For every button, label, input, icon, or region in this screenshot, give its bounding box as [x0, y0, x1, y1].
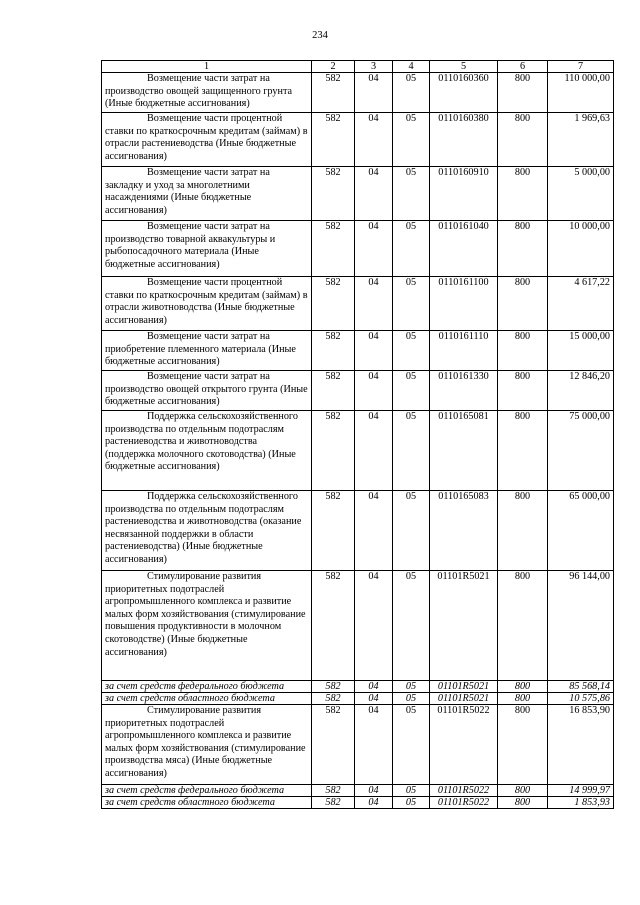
cell-name: Стимулирование развития приоритетных подотраслей агропромышленного комплекса и развитие малых форм хозяйствования (стимулирование производства мяса) (Иные бюджетные ассигнования) [102, 705, 312, 785]
cell-csr: 01101R5021 [430, 693, 498, 705]
table-row [102, 331, 614, 371]
cell-pr: 05 [393, 693, 430, 705]
cell-name: Возмещение части затрат на приобретение племенного материала (Иные бюджетные ассигнования) [102, 331, 312, 371]
cell-sum: 4 617,22 [548, 277, 614, 331]
cell-gr: 582 [312, 73, 355, 113]
cell-sum: 1 969,63 [548, 113, 614, 167]
cell-rz: 04 [355, 167, 393, 221]
table-header-row [102, 61, 614, 73]
cell-vr: 800 [498, 491, 548, 571]
cell-rz: 04 [355, 705, 393, 785]
cell-pr: 05 [393, 571, 430, 681]
column-header: 2 [312, 61, 355, 73]
cell-gr: 582 [312, 331, 355, 371]
table-row [102, 491, 614, 571]
cell-rz: 04 [355, 693, 393, 705]
cell-name: Возмещение части затрат на производство товарной аквакультуры и рыбопосадочного материала (Иные бюджетные ассигнования) [102, 221, 312, 277]
table-row [102, 411, 614, 491]
column-header: 7 [548, 61, 614, 73]
cell-name: Возмещение части затрат на закладку и уход за многолетними насаждениями (Иные бюджетные ассигнования) [102, 167, 312, 221]
cell-sum: 1 853,93 [548, 797, 614, 809]
cell-sum: 75 000,00 [548, 411, 614, 491]
cell-csr: 0110160360 [430, 73, 498, 113]
column-header: 5 [430, 61, 498, 73]
cell-csr: 01101R5021 [430, 571, 498, 681]
cell-rz: 04 [355, 73, 393, 113]
cell-rz: 04 [355, 797, 393, 809]
cell-sum: 5 000,00 [548, 167, 614, 221]
cell-csr: 0110160380 [430, 113, 498, 167]
cell-name: Возмещение части затрат на производство овощей защищенного грунта (Иные бюджетные ассигнования) [102, 73, 312, 113]
cell-pr: 05 [393, 785, 430, 797]
cell-vr: 800 [498, 693, 548, 705]
table-row [102, 371, 614, 411]
table-row [102, 221, 614, 277]
cell-sum: 65 000,00 [548, 491, 614, 571]
cell-gr: 582 [312, 167, 355, 221]
cell-rz: 04 [355, 277, 393, 331]
cell-sum: 12 846,20 [548, 371, 614, 411]
cell-rz: 04 [355, 331, 393, 371]
cell-csr: 0110161330 [430, 371, 498, 411]
cell-sum: 85 568,14 [548, 681, 614, 693]
cell-pr: 05 [393, 411, 430, 491]
cell-name: Возмещение части затрат на производство овощей открытого грунта (Иные бюджетные ассигнования) [102, 371, 312, 411]
cell-name: Возмещение части процентной ставки по краткосрочным кредитам (займам) в отрасли растениеводства (Иные бюджетные ассигнования) [102, 113, 312, 167]
cell-sum: 10 000,00 [548, 221, 614, 277]
table-row [102, 167, 614, 221]
page-number: 234 [312, 30, 328, 41]
cell-vr: 800 [498, 705, 548, 785]
column-header: 6 [498, 61, 548, 73]
cell-vr: 800 [498, 331, 548, 371]
table-row [102, 113, 614, 167]
table-body [102, 73, 614, 809]
cell-vr: 800 [498, 785, 548, 797]
cell-vr: 800 [498, 411, 548, 491]
cell-csr: 0110165081 [430, 411, 498, 491]
table-row [102, 277, 614, 331]
cell-gr: 582 [312, 571, 355, 681]
cell-sum: 16 853,90 [548, 705, 614, 785]
cell-pr: 05 [393, 681, 430, 693]
column-header: 4 [393, 61, 430, 73]
cell-rz: 04 [355, 571, 393, 681]
cell-pr: 05 [393, 167, 430, 221]
table-row [102, 73, 614, 113]
cell-rz: 04 [355, 411, 393, 491]
cell-vr: 800 [498, 571, 548, 681]
cell-vr: 800 [498, 221, 548, 277]
cell-sum: 15 000,00 [548, 331, 614, 371]
cell-pr: 05 [393, 221, 430, 277]
cell-gr: 582 [312, 113, 355, 167]
cell-vr: 800 [498, 277, 548, 331]
cell-name: Стимулирование развития приоритетных подотраслей агропромышленного комплекса и развитие малых форм хозяйствования (стимулирование повышения продуктивности в молочном скотоводстве) (Иные бюджетные ассигнования) [102, 571, 312, 681]
cell-gr: 582 [312, 785, 355, 797]
column-header: 3 [355, 61, 393, 73]
cell-name: за счет средств федерального бюджета [102, 785, 312, 797]
cell-gr: 582 [312, 277, 355, 331]
cell-rz: 04 [355, 491, 393, 571]
cell-name: Поддержка сельскохозяйственного производства по отдельным подотраслям растениеводства и животноводства (поддержка молочного скотоводства) (Иные бюджетные ассигнования) [102, 411, 312, 491]
table-subrow [102, 693, 614, 705]
cell-rz: 04 [355, 221, 393, 277]
cell-csr: 0110161110 [430, 331, 498, 371]
cell-pr: 05 [393, 113, 430, 167]
table-row [102, 705, 614, 785]
cell-gr: 582 [312, 491, 355, 571]
cell-rz: 04 [355, 113, 393, 167]
budget-table [101, 60, 614, 809]
column-header: 1 [102, 61, 312, 73]
cell-name: Поддержка сельскохозяйственного производства по отдельным подотраслям растениеводства и животноводства (оказание несвязанной поддержки в области растениеводства) (Иные бюджетные ассигнования) [102, 491, 312, 571]
cell-sum: 10 575,86 [548, 693, 614, 705]
cell-pr: 05 [393, 797, 430, 809]
cell-name: за счет средств федерального бюджета [102, 681, 312, 693]
cell-csr: 0110160910 [430, 167, 498, 221]
cell-name: Возмещение части процентной ставки по краткосрочным кредитам (займам) в отрасли животноводства (Иные бюджетные ассигнования) [102, 277, 312, 331]
cell-pr: 05 [393, 705, 430, 785]
cell-csr: 0110161040 [430, 221, 498, 277]
cell-csr: 01101R5022 [430, 705, 498, 785]
cell-gr: 582 [312, 705, 355, 785]
cell-csr: 01101R5022 [430, 785, 498, 797]
cell-vr: 800 [498, 113, 548, 167]
cell-pr: 05 [393, 277, 430, 331]
cell-gr: 582 [312, 681, 355, 693]
cell-rz: 04 [355, 681, 393, 693]
cell-vr: 800 [498, 681, 548, 693]
cell-sum: 14 999,97 [548, 785, 614, 797]
cell-sum: 96 144,00 [548, 571, 614, 681]
cell-gr: 582 [312, 693, 355, 705]
cell-vr: 800 [498, 797, 548, 809]
table-subrow [102, 785, 614, 797]
cell-vr: 800 [498, 167, 548, 221]
cell-csr: 0110161100 [430, 277, 498, 331]
cell-pr: 05 [393, 491, 430, 571]
cell-gr: 582 [312, 411, 355, 491]
cell-vr: 800 [498, 371, 548, 411]
cell-sum: 110 000,00 [548, 73, 614, 113]
cell-csr: 01101R5021 [430, 681, 498, 693]
cell-csr: 0110165083 [430, 491, 498, 571]
table-subrow [102, 797, 614, 809]
cell-rz: 04 [355, 785, 393, 797]
table-row [102, 571, 614, 681]
cell-gr: 582 [312, 371, 355, 411]
cell-gr: 582 [312, 221, 355, 277]
cell-gr: 582 [312, 797, 355, 809]
cell-csr: 01101R5022 [430, 797, 498, 809]
cell-vr: 800 [498, 73, 548, 113]
cell-pr: 05 [393, 371, 430, 411]
cell-name: за счет средств областного бюджета [102, 693, 312, 705]
table-subrow [102, 681, 614, 693]
cell-name: за счет средств областного бюджета [102, 797, 312, 809]
cell-rz: 04 [355, 371, 393, 411]
cell-pr: 05 [393, 73, 430, 113]
cell-pr: 05 [393, 331, 430, 371]
